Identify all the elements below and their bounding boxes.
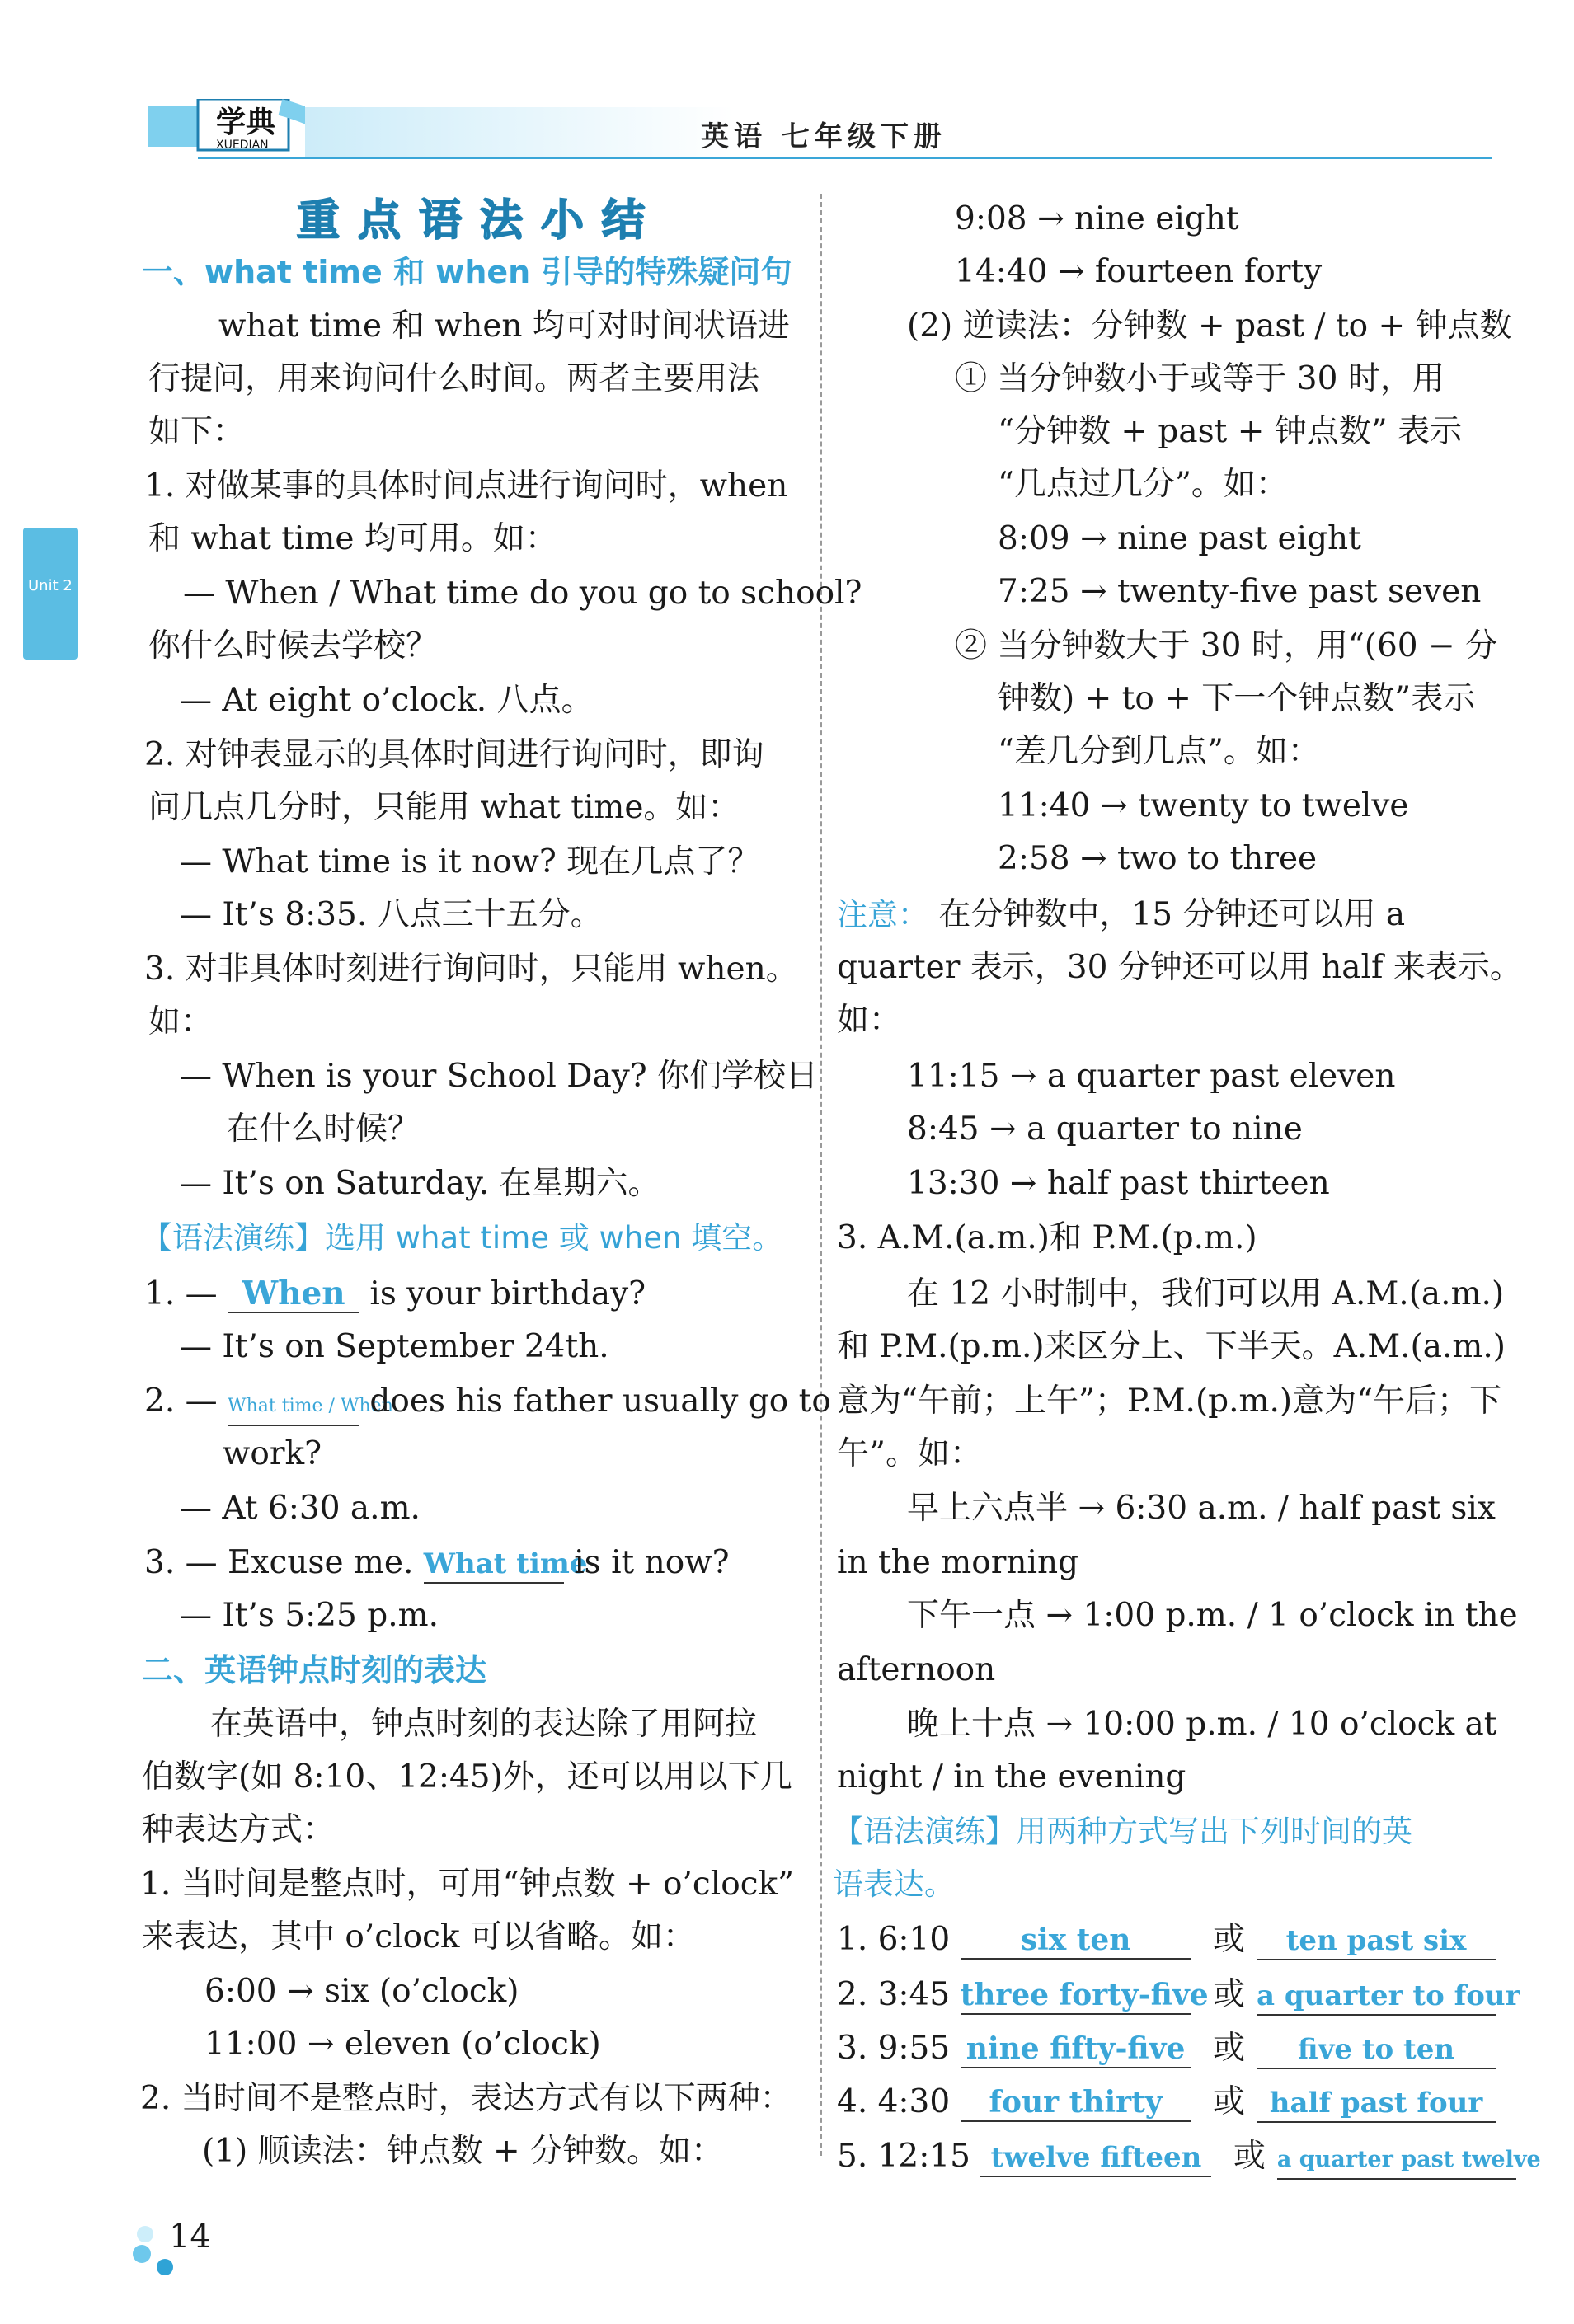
example-line: 7:25 → twenty-five past seven bbox=[998, 573, 1482, 610]
time-prompt: 4. 4:30 bbox=[837, 2083, 951, 2120]
section-heading-1: 一、what time 和 when 引导的特殊疑问句 bbox=[142, 254, 792, 290]
answer-blank: half past four bbox=[1257, 2085, 1496, 2123]
answer-blank: four thirty bbox=[961, 2084, 1191, 2122]
example-line: — It’s 8:35. 八点三十五分。 bbox=[180, 896, 603, 933]
time-prompt: 1. 6:10 bbox=[837, 1921, 951, 1958]
unit-label: Unit 2 bbox=[28, 577, 73, 594]
item-line: 如： bbox=[148, 1003, 214, 1040]
answer-blank: nine fifty-five bbox=[961, 2031, 1191, 2068]
item-line: 1. 对做某事的具体时间点进行询问时，when bbox=[144, 467, 788, 505]
answer-blank: three forty-five bbox=[961, 1977, 1191, 2015]
or-word: 或 bbox=[1213, 2083, 1246, 2120]
item-line: 3. A.M.(a.m.)和 P.M.(p.m.) bbox=[837, 1219, 1257, 1256]
item-line: (1) 顺读法：钟点数 + 分钟数。如： bbox=[202, 2133, 724, 2170]
para-line: 和 P.M.(p.m.)来区分上、下半天。A.M.(a.m.) bbox=[837, 1328, 1506, 1365]
exercise-reply: — It’s 5:25 p.m. bbox=[180, 1597, 439, 1634]
item-line: 3. 对非具体时刻进行询问时，只能用 when。 bbox=[144, 951, 798, 988]
answer-blank: twelve fifteen bbox=[980, 2139, 1211, 2177]
page-title: 重点语法小结 bbox=[297, 196, 664, 246]
example-line: 14:40 → fourteen forty bbox=[955, 253, 1323, 290]
para-line: 行提问，用来询问什么时间。两者主要用法 bbox=[148, 360, 760, 397]
example-line: 6:00 → six (o’clock) bbox=[204, 1973, 519, 2010]
answer-blank: a quarter to four bbox=[1257, 1978, 1496, 2016]
book-title: 英语 七年级下册 bbox=[701, 120, 947, 153]
example-line: 下午一点 → 1:00 p.m. / 1 o’clock in the bbox=[907, 1597, 1518, 1634]
exercise-1: 1. — When is your birthday? bbox=[144, 1275, 646, 1312]
item-line: “差几分到几点”。如： bbox=[998, 733, 1320, 770]
or-word: 或 bbox=[1213, 1976, 1246, 2013]
note-line: quarter 表示，30 分钟还可以用 half 来表示。 bbox=[837, 949, 1522, 986]
header-swoosh bbox=[305, 107, 734, 157]
example-line: 你什么时候去学校？ bbox=[148, 627, 439, 664]
example-line: 晚上十点 → 10:00 p.m. / 10 o’clock at bbox=[907, 1706, 1497, 1743]
item-line: “几点过几分”。如： bbox=[998, 466, 1288, 503]
or-word: 或 bbox=[1233, 2138, 1266, 2175]
item-line: 来表达，其中 o’clock 可以省略。如： bbox=[142, 1918, 695, 1955]
time-prompt: 3. 9:55 bbox=[837, 2030, 951, 2067]
para-line: 意为“午前；上午”；P.M.(p.m.)意为“午后；下 bbox=[837, 1383, 1502, 1420]
answer-blank: six ten bbox=[961, 1922, 1191, 1960]
or-word: 或 bbox=[1213, 2030, 1246, 2067]
item-line: ② 当分钟数大于 30 时，用“(60 − 分 bbox=[955, 627, 1498, 664]
example-line: 11:40 → twenty to twelve bbox=[998, 787, 1409, 824]
example-line: 8:45 → a quarter to nine bbox=[907, 1110, 1303, 1148]
example-line: 8:09 → nine past eight bbox=[998, 520, 1361, 557]
item-line: ① 当分钟数小于或等于 30 时，用 bbox=[955, 360, 1445, 397]
para-line: 伯数字(如 8:10、12:45)外，还可以用以下几 bbox=[142, 1758, 792, 1796]
example-line: in the morning bbox=[837, 1544, 1079, 1581]
time-pair-row bbox=[837, 1917, 1496, 1963]
example-line: 11:00 → eleven (o’clock) bbox=[204, 2026, 601, 2063]
note-line: 如： bbox=[837, 1002, 902, 1039]
item-line: 2. 对钟表显示的具体时间进行询问时，即询 bbox=[144, 736, 764, 773]
example-line: 13:30 → half past thirteen bbox=[907, 1165, 1330, 1202]
example-line: — At eight o’clock. 八点。 bbox=[180, 682, 594, 719]
answer-blank: ten past six bbox=[1257, 1923, 1496, 1960]
para-line: what time 和 when 均可对时间状语进 bbox=[218, 308, 790, 345]
drill-heading-1: 【语法演练】选用 what time 或 when 填空。 bbox=[142, 1220, 783, 1256]
time-pair-row bbox=[837, 2134, 1541, 2180]
exercise-reply: — It’s on September 24th. bbox=[180, 1328, 609, 1365]
exercise-reply: — At 6:30 a.m. bbox=[180, 1490, 421, 1527]
item-line: (2) 逆读法：分钟数 + past / to + 钟点数 bbox=[907, 308, 1512, 345]
exercise-cont: work? bbox=[223, 1435, 322, 1472]
example-line: — It’s on Saturday. 在星期六。 bbox=[180, 1165, 660, 1202]
exercise-2: 2. — What time / When does his father usually go to bbox=[144, 1377, 831, 1426]
answer-blank: five to ten bbox=[1257, 2031, 1496, 2069]
answer-blank: a quarter past twelve bbox=[1277, 2142, 1516, 2180]
example-line: 11:15 → a quarter past eleven bbox=[907, 1058, 1396, 1095]
unit-side-tab bbox=[23, 528, 78, 660]
drill-heading-2-cont: 语表达。 bbox=[833, 1866, 955, 1902]
answer-blank: When bbox=[228, 1275, 359, 1313]
para-line: 在英语中，钟点时刻的表达除了用阿拉 bbox=[210, 1706, 758, 1743]
item-line: 问几点几分时，只能用 what time。如： bbox=[148, 789, 740, 826]
example-line: 在什么时候？ bbox=[227, 1110, 421, 1148]
example-line: night / in the evening bbox=[837, 1758, 1186, 1796]
note-label: 注意： bbox=[837, 897, 928, 932]
answer-blank: What time / When bbox=[228, 1388, 359, 1426]
exercise-3: 3. — Excuse me. What time is it now? bbox=[144, 1538, 730, 1588]
time-prompt: 2. 3:45 bbox=[837, 1976, 951, 2013]
drill-heading-2: 【语法演练】用两种方式写出下列时间的英 bbox=[833, 1814, 1412, 1849]
or-word: 或 bbox=[1213, 1921, 1246, 1958]
note-line: 注意： 在分钟数中，15 分钟还可以用 a bbox=[837, 896, 1406, 933]
logo-sub: XUEDIAN bbox=[216, 139, 269, 152]
example-line: — When is your School Day? 你们学校日 bbox=[180, 1058, 819, 1095]
item-line: “分钟数 + past + 钟点数” 表示 bbox=[998, 413, 1463, 450]
item-line: 钟数) + to + 下一个钟点数”表示 bbox=[998, 680, 1476, 717]
item-line: 1. 当时间是整点时，可用“钟点数 + o’clock” bbox=[140, 1866, 795, 1903]
section-heading-2: 二、英语钟点时刻的表达 bbox=[142, 1652, 487, 1688]
answer-blank: What time bbox=[424, 1546, 564, 1584]
example-line: — What time is it now? 现在几点了？ bbox=[180, 843, 760, 880]
column-divider bbox=[820, 194, 822, 2156]
time-prompt: 5. 12:15 bbox=[837, 2138, 970, 2175]
example-line: 9:08 → nine eight bbox=[955, 200, 1239, 237]
example-line: — When / What time do you go to school? bbox=[183, 575, 862, 612]
time-pair-row bbox=[837, 1972, 1520, 2018]
para-line: 在 12 小时制中，我们可以用 A.M.(a.m.) bbox=[907, 1275, 1505, 1312]
example-line: 早上六点半 → 6:30 a.m. / half past six bbox=[907, 1490, 1496, 1527]
time-pair-row bbox=[837, 2079, 1496, 2125]
header-rule bbox=[198, 157, 1492, 159]
para-line: 午”。如： bbox=[837, 1435, 982, 1472]
example-line: afternoon bbox=[837, 1651, 996, 1688]
para-line: 如下： bbox=[148, 413, 246, 450]
page-number: 14 bbox=[169, 2218, 211, 2256]
logo-text: 学典 bbox=[216, 106, 276, 139]
item-line: 和 what time 均可用。如： bbox=[148, 520, 557, 557]
example-line: 2:58 → two to three bbox=[998, 840, 1318, 877]
para-line: 种表达方式： bbox=[142, 1811, 336, 1848]
item-line: 2. 当时间不是整点时，表达方式有以下两种： bbox=[140, 2080, 792, 2117]
time-pair-row bbox=[837, 2026, 1496, 2072]
